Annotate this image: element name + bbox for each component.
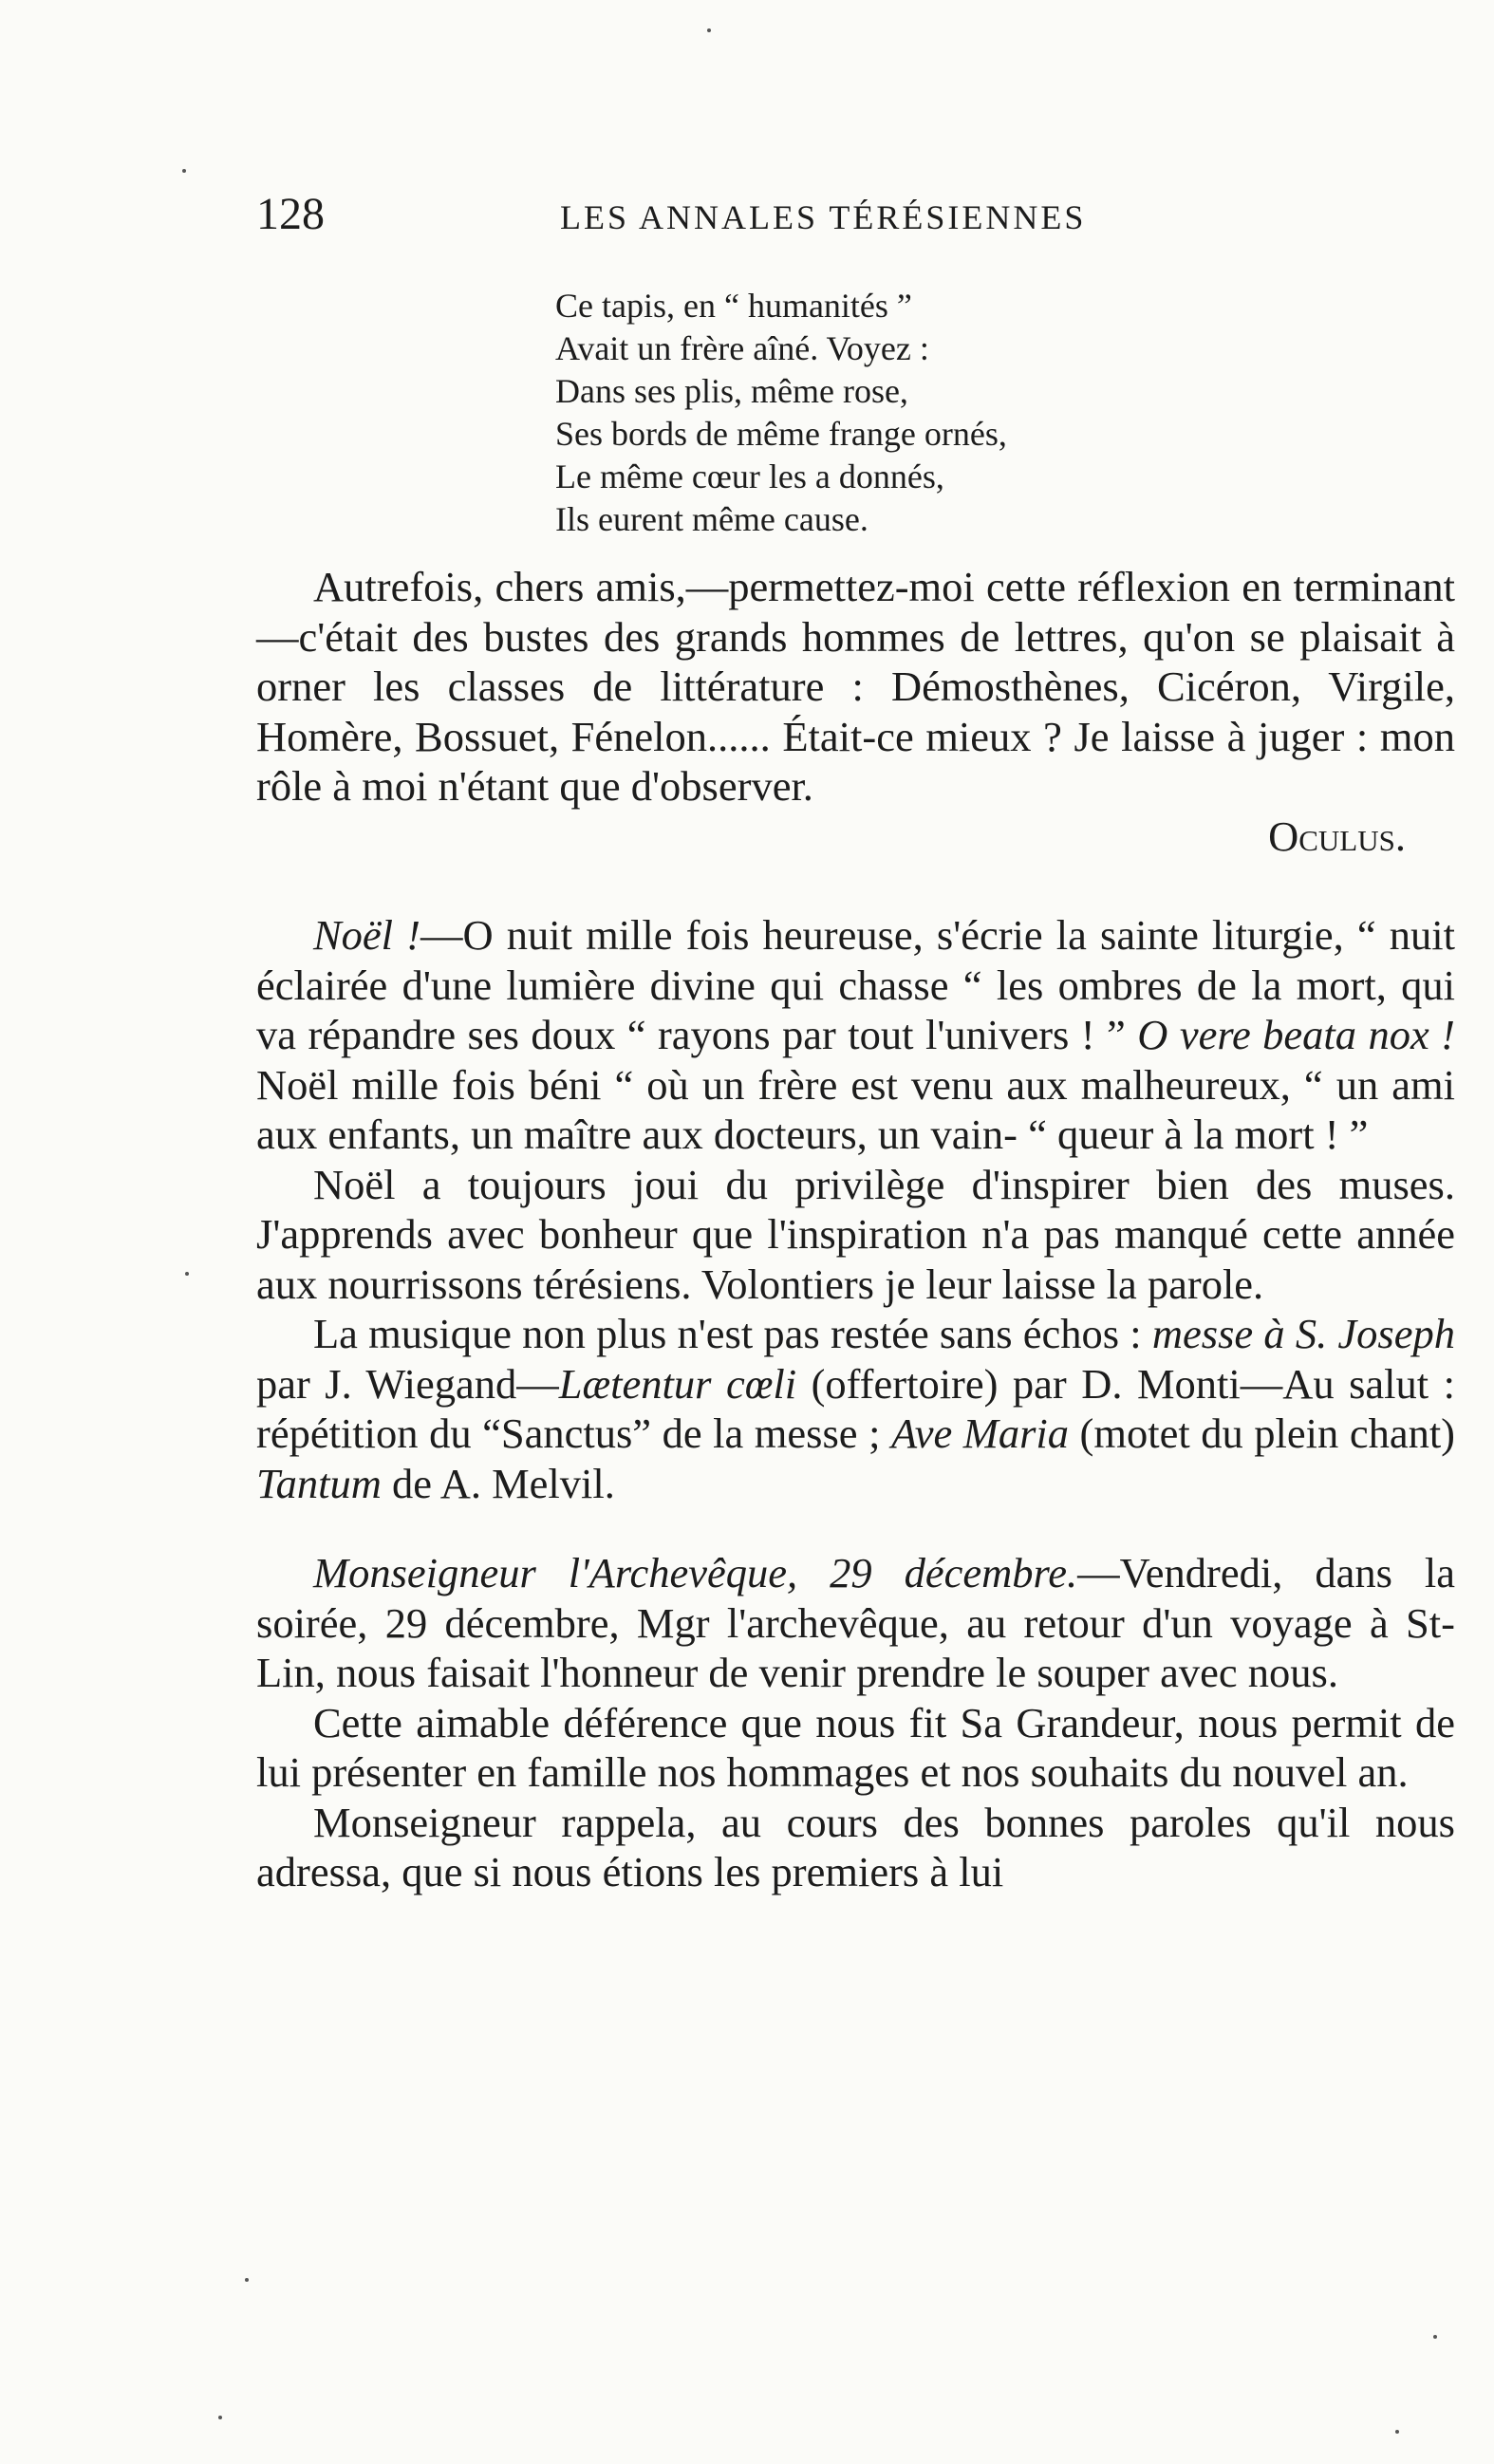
- noel-text: —O nuit mille fois heureuse, s'écrie la sainte liturgie, “ nuit éclairée d'une lumière divine qui chasse “ les ombres de la mort, qui va répandre ses doux “ rayons par tout l'univers ! ”: [256, 911, 1455, 1058]
- poem-line: Dans ses plis, même rose,: [555, 372, 908, 410]
- musique-title-laetentur: Lætentur cœli: [558, 1359, 797, 1408]
- monseigneur-text: —Vendredi, dans la soirée, 29 décembre, Mgr l'archevêque, au retour d'un voyage à St-Lin, nous faisait l'honneur de venir prendre le souper avec nous.: [256, 1549, 1455, 1696]
- section-gap: [256, 861, 1455, 910]
- musique-text: La musique non plus n'est pas restée sans échos :: [313, 1310, 1152, 1357]
- noel-heading: Noël !: [313, 911, 420, 959]
- running-title: LES ANNALES TÉRÉSIENNES: [560, 198, 1087, 236]
- poem-line: Ses bords de même frange ornés,: [555, 415, 1007, 453]
- musique-text: de A. Melvil.: [381, 1459, 615, 1507]
- musique-text: (offertoire) par D. Monti—Au salut : répétition du “Sanctus” de la messe ;: [256, 1359, 1456, 1457]
- paragraph-monseigneur: [256, 1548, 1455, 1698]
- poem-stanza: [555, 285, 1007, 541]
- poem-line: Le même cœur les a donnés,: [555, 457, 944, 495]
- scan-speck: [707, 28, 711, 32]
- poem-line: Ils eurent même cause.: [555, 500, 868, 538]
- scan-speck: [1433, 2335, 1437, 2339]
- paragraph-rappela: Monseigneur rappela, au cours des bonnes paroles qu'il nous adressa, que si nous étions les premiers à lui: [256, 1798, 1455, 1895]
- scan-speck: [245, 2278, 249, 2282]
- noel-latin: O vere beata nox !: [1137, 1011, 1455, 1058]
- paragraph-noel: [256, 910, 1455, 1160]
- scan-speck: [218, 2416, 222, 2419]
- article-body: [256, 562, 1455, 1897]
- musique-title-tantum: Tantum: [256, 1459, 382, 1507]
- musique-text: (motet du plein chant): [1069, 1409, 1456, 1457]
- paragraph-deference: Cette aimable déférence que nous fit Sa Grandeur, nous permit de lui présenter en famille nos hommages et nos souhaits du nouvel an.: [256, 1698, 1455, 1796]
- scan-speck: [1395, 2430, 1399, 2434]
- monseigneur-heading: Monseigneur l'Archevêque, 29 décembre.: [313, 1549, 1078, 1596]
- noel-text-continued: Noël mille fois béni “ où un frère est venu aux malheureux, “ un ami aux enfants, un maître aux docteurs, un vain- “ queur à la mort ! ”: [256, 1060, 1455, 1158]
- scan-speck: [182, 169, 186, 173]
- scan-speck: [185, 1272, 189, 1276]
- section-gap: [256, 1508, 1455, 1548]
- paragraph-autrefois: Autrefois, chers amis,—permettez-moi cette réflexion en terminant—c'était des bustes des grands hommes de lettres, qu'on se plaisait à orner les classes de littérature : Démosthènes, Cicéron, Virgile, Homère, Bossuet, Fénelon...... Était-ce mieux ? Je laisse à juger : mon rôle à moi n'étant que d'observer.: [256, 563, 1455, 810]
- poem-line: Ce tapis, en “ humanités ”: [555, 287, 912, 325]
- paragraph-muses: Noël a toujours joui du privilège d'inspirer bien des muses. J'apprends avec bonheur que l'inspiration n'a pas manqué cette année aux nourrissons térésiens. Volontiers je leur laisse la parole.: [256, 1160, 1455, 1308]
- author-signature: Oculus.: [1268, 812, 1406, 860]
- musique-title-ave: Ave Maria: [890, 1409, 1070, 1457]
- paragraph-musique: [256, 1309, 1455, 1508]
- musique-text: par J. Wiegand—: [256, 1359, 559, 1408]
- poem-line: Avait un frère aîné. Voyez :: [555, 329, 929, 367]
- page-header: [256, 188, 1452, 245]
- musique-title-messe: messe à S. Joseph: [1151, 1310, 1455, 1357]
- page-number: 128: [256, 189, 325, 239]
